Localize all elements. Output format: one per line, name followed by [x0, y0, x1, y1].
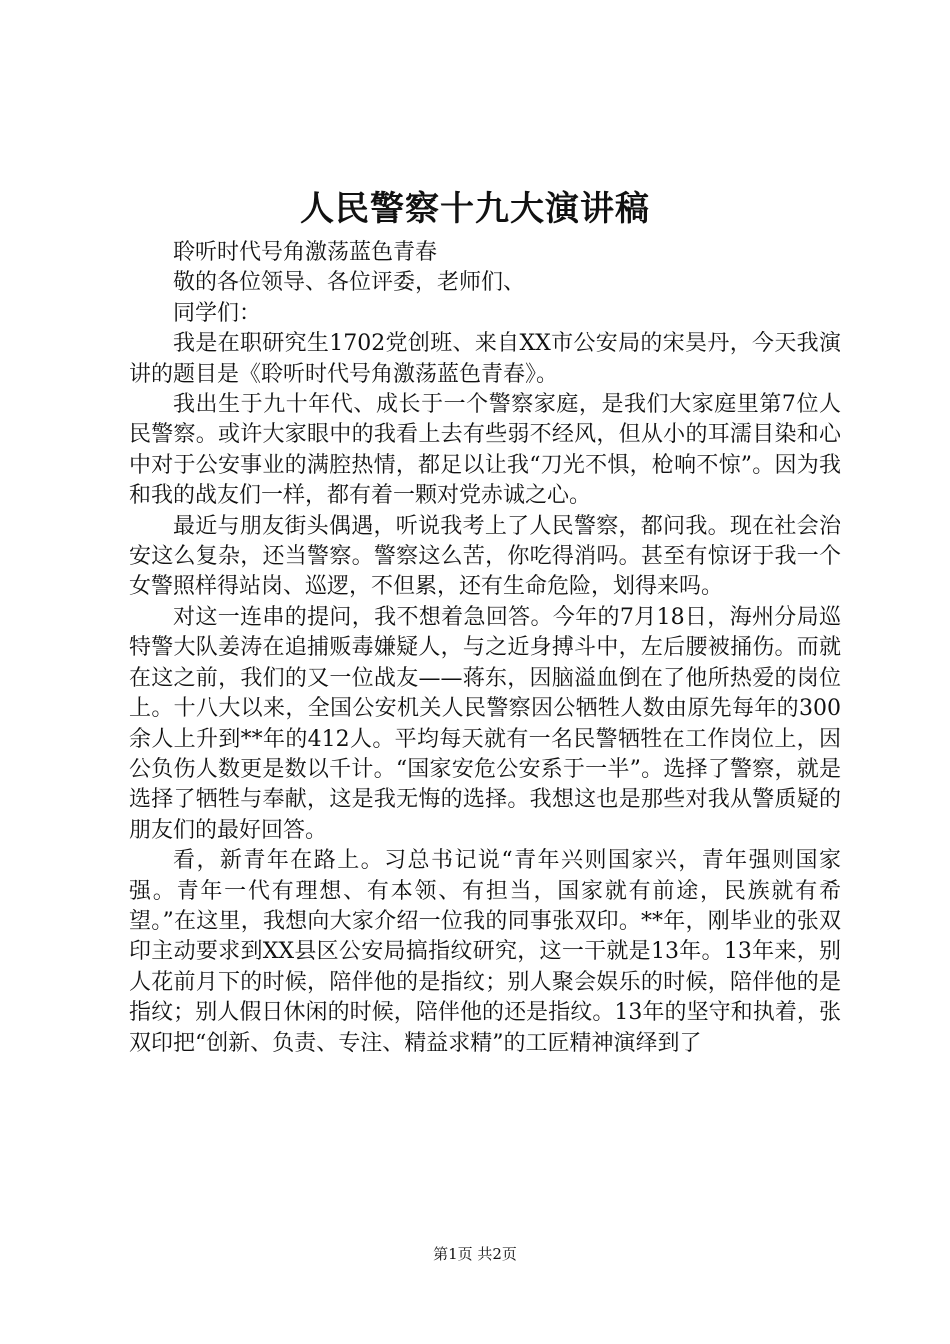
paragraph-new-youth: 看，新青年在路上。习总书记说“青年兴则国家兴，青年强则国家强。青年一代有理想、有本领、有担当，国家就有前途，民族就有希望。”在这里，我想向大家介绍一位我的同事张双印。**年，刚毕业的张双印主动要求到XX县区公安局搞指纹研究，这一干就是13年。13年来，别人花前月下的时候，陪伴他的是指纹；别人聚会娱乐的时候，陪伴他的是指纹；别人假日休闲的时候，陪伴他的还是指纹。13年的坚守和执着，张双印把“创新、负责、专注、精益求精”的工匠精神演绎到了 — [129, 848, 841, 1056]
paragraph-salutation: 敬的各位领导、各位评委，老师们、 — [173, 270, 526, 296]
paragraph-salutation-students: 同学们： — [173, 300, 262, 326]
document-title: 人民警察十九大演讲稿 — [300, 189, 650, 229]
paragraph-background: 我出生于九十年代、成长于一个警察家庭，是我们大家庭里第7位人民警察。或许大家眼中的我看上去有些弱不经风，但从小的耳濡目染和心中对于公安事业的满腔热情，都足以让我“刀光不惧，枪响不惊”。因为我和我的战友们一样，都有着一颗对党赤诚之心。 — [129, 392, 841, 509]
paragraph-introduction: 我是在职研究生1702党创班、来自XX市公安局的宋昊丹，今天我演讲的题目是《聆听时代号角激荡蓝色青春》。 — [129, 331, 841, 387]
page-number-footer: 第1页 共2页 — [433, 1245, 517, 1263]
paragraph-sacrifice: 对这一连串的提问，我不想着急回答。今年的7月18日，海州分局巡特警大队姜涛在追捕贩毒嫌疑人，与之近身搏斗中，左后腰被捅伤。而就在这之前，我们的又一位战友——蒋东，因脑溢血倒在了他所热爱的岗位上。十八大以来，全国公安机关人民警察因公牺牲人数由原先每年的300余人上升到**年的412人。平均每天就有一名民警牺牲在工作岗位上，因公负伤人数更是数以千计。“国家安危公安系于一半”。选择了警察，就是选择了牺牲与奉献，这是我无悔的选择。我想这也是那些对我从警质疑的朋友们的最好回答。 — [129, 604, 841, 843]
paragraph-friends-questions: 最近与朋友街头偶遇，听说我考上了人民警察，都问我。现在社会治安这么复杂，还当警察。警察这么苦，你吃得消吗。甚至有惊讶于我一个女警照样得站岗、巡逻，不但累，还有生命危险，划得来吗。 — [129, 513, 841, 600]
document-body — [129, 238, 841, 1059]
paragraph-subtitle: 聆听时代号角激荡蓝色青春 — [173, 240, 438, 265]
